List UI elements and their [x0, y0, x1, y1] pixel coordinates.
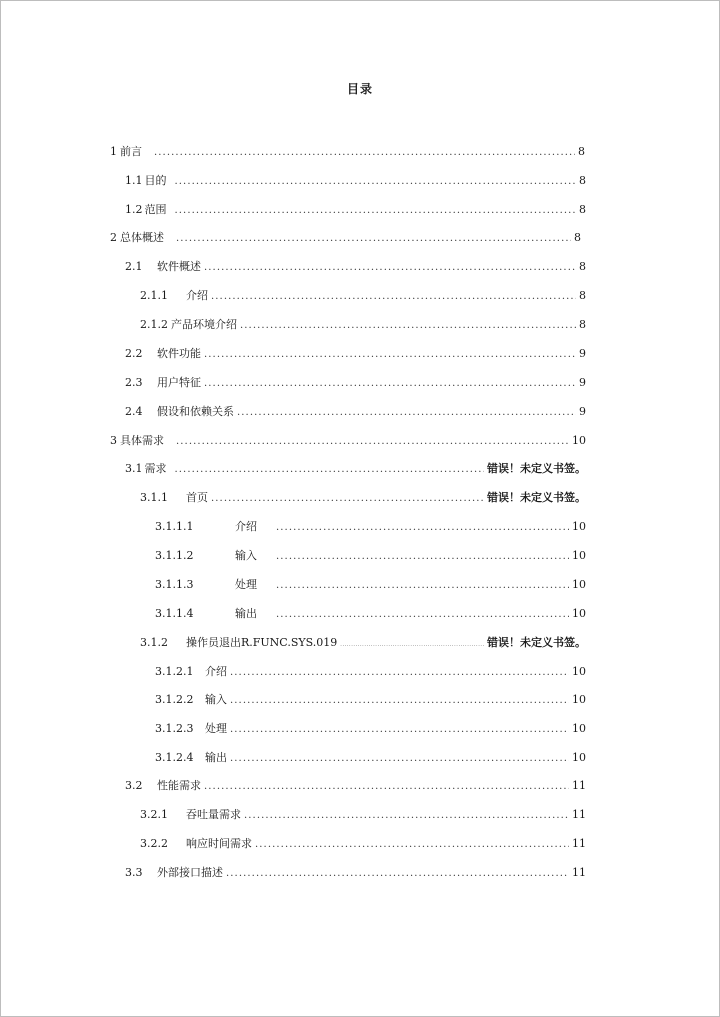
toc-entry-label: 软件概述 [157, 260, 201, 273]
toc-leader [211, 493, 484, 504]
toc-entry-page: 10 [572, 722, 586, 735]
toc-leader [237, 407, 576, 418]
toc-leader [255, 839, 569, 850]
toc-entry-number: 3.1 [125, 462, 143, 475]
toc-entry-page: 10 [572, 520, 586, 533]
toc-entry-label: 首页 [186, 491, 208, 504]
toc-entry-page: 10 [572, 751, 586, 764]
toc-leader [175, 176, 577, 187]
toc-leader [240, 320, 576, 331]
toc-entry-label: 总体概述 [120, 231, 164, 244]
toc-entry-number: 2 [110, 231, 117, 244]
toc-entry[interactable] [155, 576, 586, 592]
toc-entry-number: 2.1.1 [140, 289, 168, 302]
toc-entry[interactable] [140, 316, 586, 332]
toc-entry[interactable] [140, 634, 586, 650]
toc-leader [204, 378, 576, 389]
toc-entry[interactable] [140, 489, 586, 505]
toc-entry[interactable] [155, 749, 586, 765]
toc-entry[interactable] [155, 547, 586, 563]
toc-entry[interactable] [155, 663, 586, 679]
toc-entry-number: 3.1.2 [140, 636, 168, 649]
toc-leader [204, 781, 569, 792]
toc-entry-number: 2.4 [125, 405, 143, 418]
toc-entry-number: 3.1.1.1 [155, 520, 194, 533]
toc-entry-label: 介绍 [186, 289, 208, 302]
toc-entry-page-error: 错误！未定义书签。 [487, 491, 586, 504]
toc-entry-label: 吞吐量需求 [186, 808, 241, 821]
toc-entry[interactable] [140, 287, 586, 303]
toc-leader [154, 147, 575, 158]
toc-leader [230, 753, 569, 764]
toc-entry-label: 输出 [205, 751, 227, 764]
toc-entry[interactable] [125, 864, 586, 880]
toc-entry-page: 9 [579, 405, 586, 418]
toc-leader [230, 695, 569, 706]
toc-entry-label: 外部接口描述 [157, 866, 223, 879]
toc-entry-number: 3.2.2 [140, 837, 168, 850]
toc-entry-label: 假设和依赖关系 [157, 405, 234, 418]
toc-entry-page: 10 [572, 434, 586, 447]
toc-entry-page: 11 [572, 837, 586, 850]
toc-entry-number: 3.2 [125, 779, 143, 792]
toc-entry[interactable] [125, 460, 586, 476]
toc-entry-number: 3.1.2.4 [155, 751, 194, 764]
toc-entry[interactable] [155, 518, 586, 534]
toc-entry-page: 8 [574, 231, 581, 244]
toc-leader [175, 205, 577, 216]
toc-entry-label: 输入 [205, 693, 227, 706]
toc-entry-page: 8 [579, 203, 586, 216]
toc-entry-label: 用户特征 [157, 376, 201, 389]
toc-entry-number: 2.2 [125, 347, 143, 360]
toc-entry[interactable] [125, 403, 586, 419]
toc-leader [276, 522, 569, 533]
toc-entry-page: 11 [572, 866, 586, 879]
toc-entry-number: 3.1.1 [140, 491, 168, 504]
toc-entry[interactable] [140, 835, 586, 851]
toc-entry-number: 3.3 [125, 866, 143, 879]
toc-entry-number: 1.2 [125, 203, 143, 216]
toc-entry-label: 目的 [144, 174, 167, 187]
toc-leader [175, 464, 485, 475]
toc-entry[interactable] [125, 201, 586, 217]
toc-leader [276, 551, 569, 562]
toc-entry-number: 3 [110, 434, 117, 447]
toc-entry-page: 9 [579, 347, 586, 360]
toc-entry-page: 10 [572, 549, 586, 562]
toc-entry-page: 8 [579, 289, 586, 302]
toc-entry-page: 10 [572, 665, 586, 678]
toc-entry-number: 2.1.2 [140, 318, 168, 331]
toc-leader [176, 436, 569, 447]
toc-entry-page: 11 [572, 808, 586, 821]
toc-entry[interactable] [125, 777, 586, 793]
toc-entry-label: 介绍 [205, 665, 227, 678]
toc-entry-label: 操作员退出R.FUNC.SYS.019 [186, 636, 338, 649]
toc-entry-number: 3.2.1 [140, 808, 168, 821]
toc-leader [276, 609, 569, 620]
toc-entry-label: 具体需求 [120, 434, 164, 447]
toc-leader [244, 810, 569, 821]
toc-entry[interactable] [140, 806, 586, 822]
toc-entry-label: 性能需求 [157, 779, 201, 792]
toc-entry-label: 输入 [235, 549, 257, 562]
toc-leader [276, 580, 569, 591]
toc-entry[interactable] [125, 345, 586, 361]
toc-leader [226, 868, 569, 879]
toc-leader [230, 724, 569, 735]
toc-entry-number: 3.1.1.4 [155, 607, 194, 620]
toc-title: 目录 [346, 82, 373, 96]
toc-entry-number: 2.3 [125, 376, 143, 389]
toc-entry[interactable] [125, 172, 586, 188]
toc-entry-number: 3.1.2.2 [155, 693, 194, 706]
toc-leader [340, 642, 484, 648]
toc-entry-label: 需求 [144, 462, 167, 475]
toc-entry[interactable] [110, 143, 585, 159]
toc-entry-number: 3.1.1.3 [155, 578, 194, 591]
toc-entry-number: 1.1 [125, 174, 143, 187]
toc-entry-page: 9 [579, 376, 586, 389]
toc-entry-label: 输出 [235, 607, 257, 620]
toc-entry-label: 软件功能 [157, 347, 201, 360]
toc-entry-label: 前言 [120, 145, 142, 158]
toc-entry[interactable] [125, 374, 586, 390]
toc-entry-page: 10 [572, 693, 586, 706]
toc-entry-page: 10 [572, 607, 586, 620]
toc-entry[interactable] [155, 605, 586, 621]
toc-entry-page: 8 [579, 318, 586, 331]
toc-entry-page: 10 [572, 578, 586, 591]
toc-entry-label: 范围 [144, 203, 167, 216]
toc-entry-label: 产品环境介绍 [171, 318, 237, 331]
toc-entry-label: 处理 [235, 578, 257, 591]
toc-entry-number: 1 [110, 145, 117, 158]
toc-leader [211, 291, 576, 302]
toc-entry-page: 8 [579, 174, 586, 187]
toc-entry-number: 3.1.1.2 [155, 549, 194, 562]
toc-leader [204, 262, 576, 273]
toc-entry-number: 3.1.2.1 [155, 665, 194, 678]
toc-entry-label: 介绍 [235, 520, 257, 533]
toc-entry-number: 2.1 [125, 260, 143, 273]
toc-entry-page: 11 [572, 779, 586, 792]
toc-entry-label: 响应时间需求 [186, 837, 252, 850]
toc-entry-page: 8 [578, 145, 585, 158]
toc-entry[interactable] [155, 691, 586, 707]
toc-entry-page: 8 [579, 260, 586, 273]
toc-entry-number: 3.1.2.3 [155, 722, 194, 735]
toc-leader [230, 667, 569, 678]
toc-entry-page-error: 错误！未定义书签。 [487, 462, 586, 475]
toc-entry[interactable] [155, 720, 586, 736]
toc-entry-page-error: 错误！未定义书签。 [487, 636, 586, 649]
toc-entry[interactable] [110, 229, 581, 245]
toc-entry[interactable] [110, 432, 586, 448]
toc-entry-label: 处理 [205, 722, 227, 735]
toc-leader [204, 349, 576, 360]
toc-leader [176, 233, 571, 244]
toc-entry[interactable] [125, 258, 586, 274]
